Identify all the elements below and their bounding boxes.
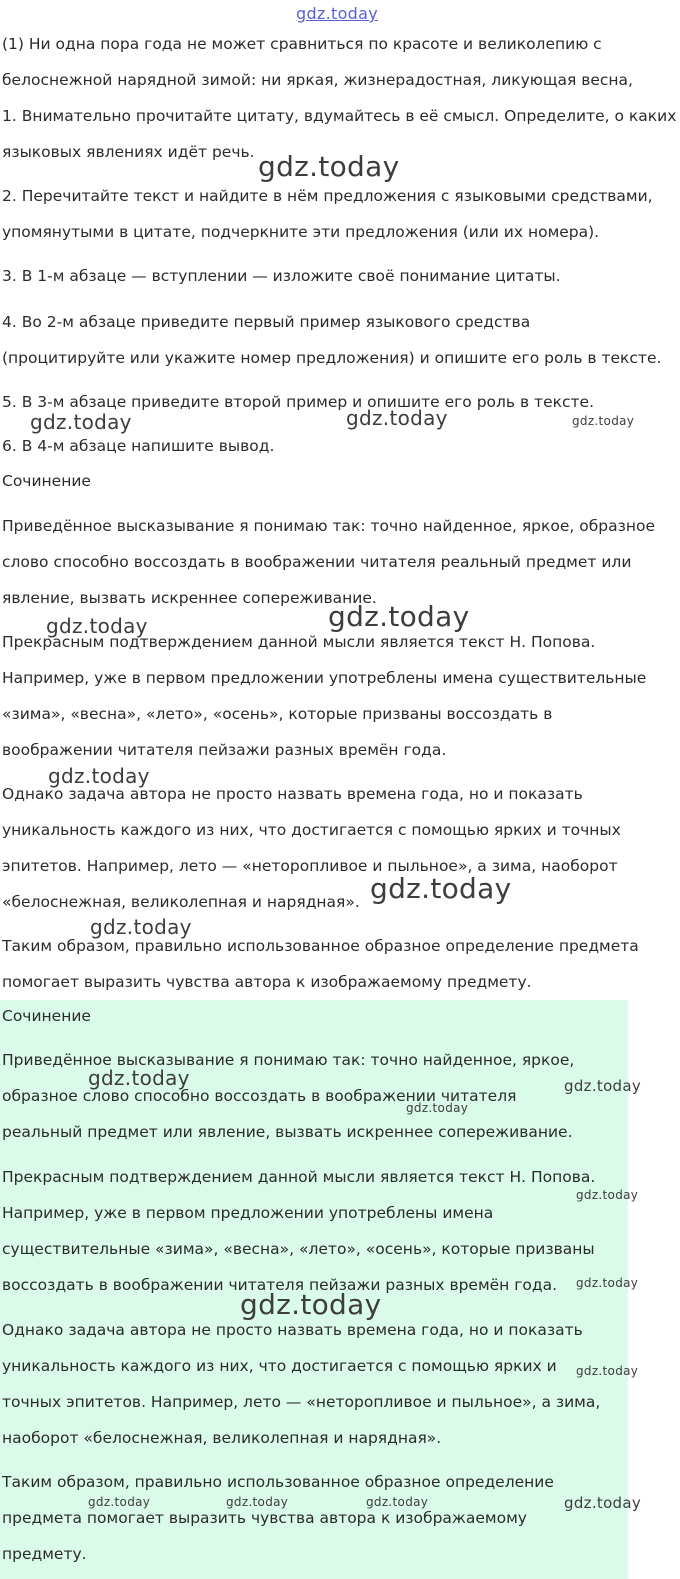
essay-p2-line-4: воображении читателя пейзажи разных времён года. [2, 741, 447, 759]
essay-p2-line-2: Например, уже в первом предложении употреблены имена существительные [2, 669, 647, 687]
watermark: gdz.today [240, 1288, 382, 1321]
watermark: gdz.today [226, 1495, 289, 1509]
essay-p1-line-2: слово способно воссоздать в воображении читателя реальный предмет или [2, 553, 632, 571]
essay2-p1-line-1: Приведённое высказывание я понимаю так: точно найденное, яркое, [2, 1051, 575, 1069]
watermark: gdz.today [90, 915, 192, 939]
watermark: gdz.today [564, 1077, 642, 1095]
watermark: gdz.today [366, 1495, 429, 1509]
essay-p2-line-1: Прекрасным подтверждением данной мысли является текст Н. Попова. [2, 633, 596, 651]
essay-p3-line-1: Однако задача автора не просто назвать времена года, но и показать [2, 785, 583, 803]
quote-line-1: (1) Ни одна пора года не может сравниться по красоте и великолепию с [2, 35, 602, 53]
essay2-p4-line-3: предмету. [2, 1545, 87, 1563]
essay2-heading: Сочинение [2, 1007, 91, 1025]
watermark: gdz.today [88, 1495, 151, 1509]
site-link[interactable]: gdz.today [296, 4, 378, 23]
step-5: 5. В 3-м абзаце приведите второй пример и опишите его роль в тексте. [2, 393, 594, 411]
essay2-p3-line-3: точных эпитетов. Например, лето — «неторопливое и пыльное», а зима, [2, 1393, 601, 1411]
essay-p1-line-1: Приведённое высказывание я понимаю так: точно найденное, яркое, образное [2, 517, 656, 535]
watermark: gdz.today [370, 872, 512, 905]
essay-p4-line-2: помогает выразить чувства автора к изображаемому предмету. [2, 973, 532, 991]
step-4-line-1: 4. Во 2-м абзаце приведите первый пример языкового средства [2, 313, 531, 331]
essay2-p2-line-2: Например, уже в первом предложении употреблены имена [2, 1204, 494, 1222]
essay-p1-line-3: явление, вызвать искреннее сопереживание. [2, 589, 377, 607]
step-3: 3. В 1-м абзаце — вступлении — изложите своё понимание цитаты. [2, 267, 561, 285]
watermark: gdz.today [346, 406, 448, 430]
essay2-p2-line-1: Прекрасным подтверждением данной мысли является текст Н. Попова. [2, 1168, 596, 1186]
essay-p3-line-4: «белоснежная, великолепная и нарядная». [2, 893, 360, 911]
watermark: gdz.today [564, 1494, 642, 1512]
essay2-p2-line-3: существительные «зима», «весна», «лето», «осень», которые призваны [2, 1240, 595, 1258]
essay2-p4-line-2: предмета помогает выразить чувства автора к изображаемому [2, 1509, 527, 1527]
essay-p3-line-3: эпитетов. Например, лето — «неторопливое и пыльное», а зима, наоборот [2, 857, 618, 875]
essay-p2-line-3: «зима», «весна», «лето», «осень», которые призваны воссоздать в [2, 705, 553, 723]
step-6: 6. В 4-м абзаце напишите вывод. [2, 437, 275, 455]
watermark: gdz.today [572, 414, 635, 428]
essay2-p3-line-2: уникальность каждого из них, что достигается с помощью ярких и [2, 1357, 557, 1375]
essay2-p1-line-3: реальный предмет или явление, вызвать искреннее сопереживание. [2, 1123, 573, 1141]
essay-heading: Сочинение [2, 472, 91, 490]
watermark: gdz.today [576, 1364, 639, 1378]
step-1-line-2: языковых явлениях идёт речь. [2, 143, 255, 161]
watermark: gdz.today [88, 1066, 190, 1090]
watermark: gdz.today [258, 150, 400, 183]
essay2-p2-line-4: воссоздать в воображении читателя пейзажи разных времён года. [2, 1276, 558, 1294]
essay-p4-line-1: Таким образом, правильно использованное образное определение предмета [2, 937, 639, 955]
step-4-line-2: (процитируйте или укажите номер предложения) и опишите его роль в тексте. [2, 349, 662, 367]
quote-line-2: белоснежной нарядной зимой: ни яркая, жизнерадостная, ликующая весна, [2, 71, 633, 89]
watermark: gdz.today [30, 410, 132, 434]
essay-p3-line-2: уникальность каждого из них, что достигается с помощью ярких и точных [2, 821, 621, 839]
watermark: gdz.today [328, 600, 470, 633]
essay2-p1-line-2: образное слово способно воссоздать в воображении читателя [2, 1087, 517, 1105]
watermark: gdz.today [46, 614, 148, 638]
essay2-p4-line-1: Таким образом, правильно использованное образное определение [2, 1473, 554, 1491]
step-2-line-2: упомянутыми в цитате, подчеркните эти предложения (или их номера). [2, 223, 600, 241]
step-1-line-1: 1. Внимательно прочитайте цитату, вдумайтесь в её смысл. Определите, о каких [2, 107, 677, 125]
watermark: gdz.today [406, 1101, 469, 1115]
watermark: gdz.today [576, 1276, 639, 1290]
essay2-p3-line-4: наоборот «белоснежная, великолепная и нарядная». [2, 1429, 442, 1447]
watermark: gdz.today [576, 1188, 639, 1202]
watermark: gdz.today [48, 764, 150, 788]
essay2-p3-line-1: Однако задача автора не просто назвать времена года, но и показать [2, 1321, 583, 1339]
step-2-line-1: 2. Перечитайте текст и найдите в нём предложения с языковыми средствами, [2, 187, 653, 205]
